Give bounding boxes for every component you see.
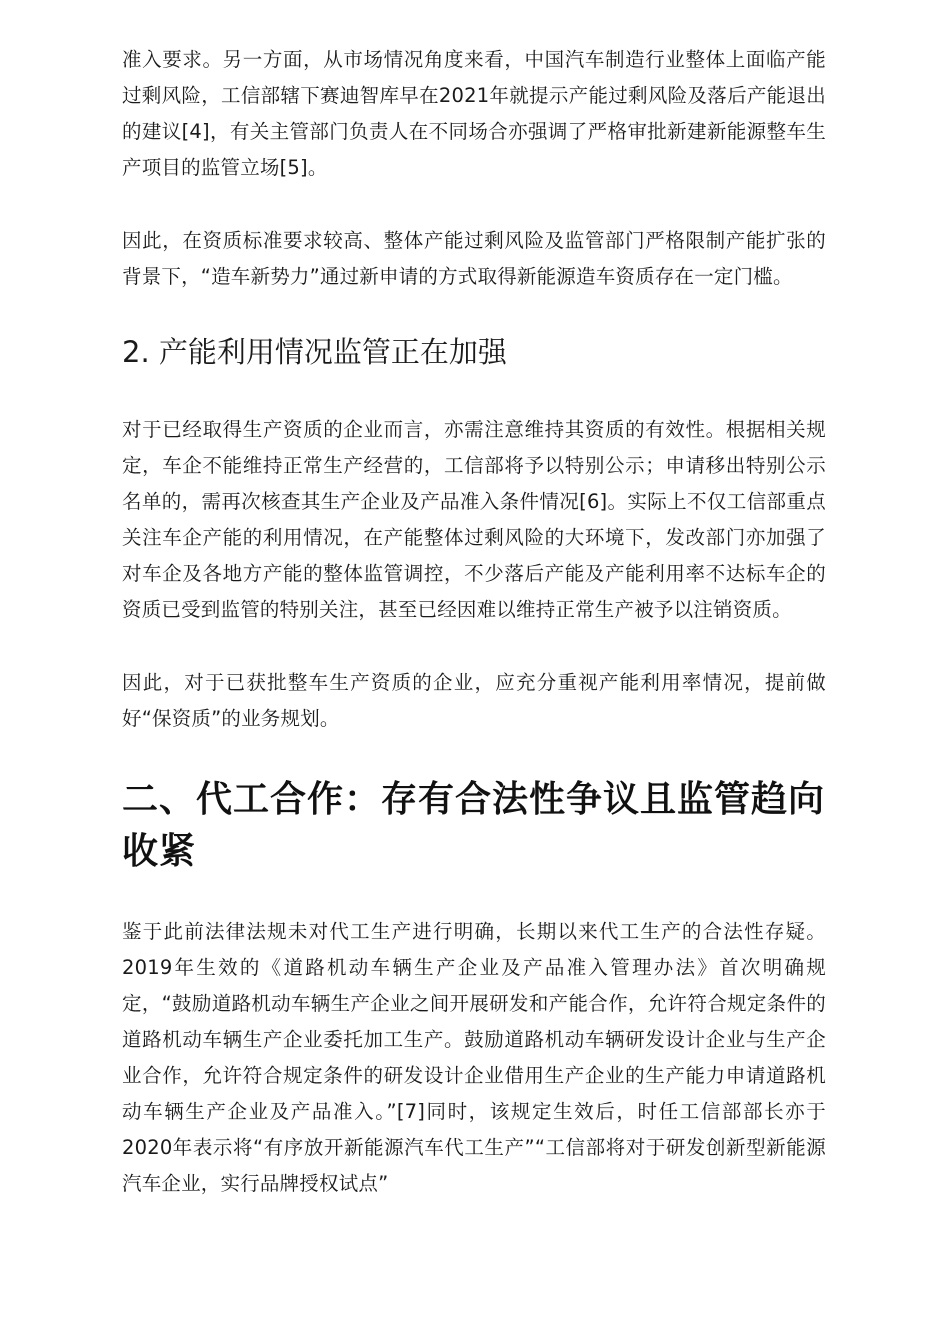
section-heading-capacity-utilization: 2. 产能利用情况监管正在加强 xyxy=(122,335,507,369)
paragraph-qualification-threshold: 因此，在资质标准要求较高、整体产能过剩风险及监管部门严格限制产能扩张的背景下，“造车新势力”通过新申请的方式取得新能源造车资质存在一定门槛。 xyxy=(122,229,826,288)
paragraph-qualification-validity: 对于已经取得生产资质的企业而言，亦需注意维持其资质的有效性。根据相关规定，车企不能维持正常生产经营的，工信部将予以特别公示；申请移出特别公示名单的，需再次核查其生产企业及产品准入条件情况[6]。实际上不仅工信部重点关注车企产能的利用情况，在产能整体过剩风险的大环境下，发改部门亦加强了对车企及各地方产能的整体监管调控，不少落后产能及产能利用率不达标车企的资质已受到监管的特别关注，甚至已经因难以维持正常生产被予以注销资质。 xyxy=(122,418,826,621)
paragraph-market-overcapacity: 准入要求。另一方面，从市场情况角度来看，中国汽车制造行业整体上面临产能过剩风险，工信部辖下赛迪智库早在2021年就提示产能过剩风险及落后产能退出的建议[4]，有关主管部门负责人在不同场合亦强调了严格审批新建新能源整车生产项目的监管立场[5]。 xyxy=(122,48,826,179)
paragraph-oem-legality: 鉴于此前法律法规未对代工生产进行明确，长期以来代工生产的合法性存疑。2019年生效的《道路机动车辆生产企业及产品准入管理办法》首次明确规定，“鼓励道路机动车辆生产企业之间开展研发和产能合作，允许符合规定条件的道路机动车辆生产企业委托加工生产。鼓励道路机动车辆研发设计企业与生产企业合作，允许符合规定条件的研发设计企业借用生产企业的生产能力申请道路机动车辆生产企业及产品准入。”[7]同时，该规定生效后，时任工信部部长亦于2020年表示将“有序放开新能源汽车代工生产”“工信部将对于研发创新型新能源汽车企业，实行品牌授权试点” xyxy=(122,920,826,1195)
chapter-heading-oem-cooperation: 二、代工合作：存有合法性争议且监管趋向收紧 xyxy=(122,779,826,872)
paragraph-keep-qualification: 因此，对于已获批整车生产资质的企业，应充分重视产能利用率情况，提前做好“保资质”的业务规划。 xyxy=(122,671,826,730)
